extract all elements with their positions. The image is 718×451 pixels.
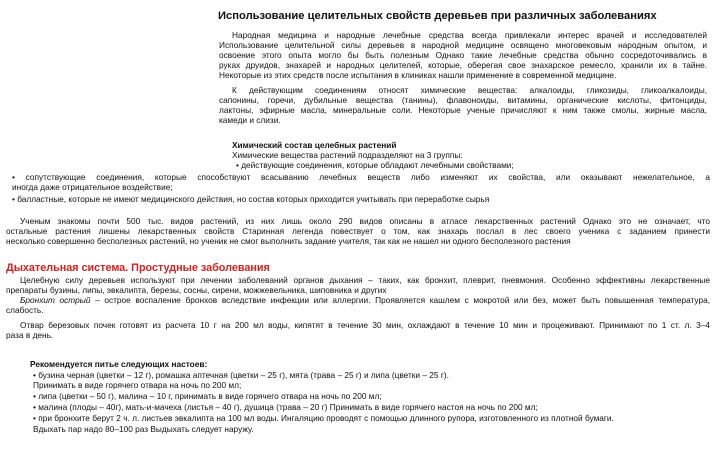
resp-line: препараты бузины, липы, эвкалипта, березы, сосны, сирени, можжевельника, шиповника и других — [6, 285, 387, 295]
rec-item: • малина (плоды – 40г), мать-и-мачеха (листья – 40 г), душица (трава – 20 г) Принимать в виде горячего настоя на ночь по 200 мл; — [33, 402, 538, 412]
known-line: несколько совершенно бесполезных растений, но ученик не смог выполнить задание учителя, так как не нашел ни одного бесполезного растения — [6, 236, 571, 246]
bronchitis-line — [20, 295, 710, 305]
resp-line: Целебную силу деревьев используют при лечении заболеваний органов дыхания – таких, как бронхит, плеврит, пневмония. Особенно эффективны лекарственные — [20, 275, 710, 285]
active-line: К действующим соединениям относят химические вещества: алкалоиды, гликозиды, гликоалкалоиды, — [232, 85, 707, 95]
chem-item: • балластные, которые не имеют медицинского действия, но состав которых приходится учитывать при переработке сырья — [12, 194, 490, 204]
active-line: сапонины, горечи, дубильные вещества (танины), флавоноиды, витамины, органические кислоты, фитонциды, — [219, 95, 707, 105]
chem-heading: Химический состав целебных растений — [232, 140, 397, 150]
intro-line: освоение этого опыта могло бы быть полезным Однако такие лечебные средства обычно сосредоточивались в — [219, 50, 707, 60]
rec-item: • бузина черная (цветки – 12 г), ромашка аптечная (цветки – 25 г), мята (трава – 25 г) и липа (цветки – 25 г). — [33, 370, 449, 380]
active-line: камеди и слизи. — [219, 115, 281, 125]
section-title: Дыхательная система. Простудные заболевания — [6, 262, 270, 274]
chem-intro: Химические вещества растений подразделяют на 3 группы: — [232, 150, 463, 160]
bronchitis-line: слабость. — [6, 305, 44, 315]
bronchitis-text: – острое воспаление бронхов вследствие инфекции или аллергии. Проявляется кашлем с мокротой или без, может быть повышенная температура, — [90, 295, 710, 305]
birch-line: Отвар березовых почек готовят из расчета 10 г на 200 мл воды, кипятят в течение 30 мин, охлаждают в течение 10 мин и процеживают. Принимают по 1 ст. л. 3–4 — [20, 320, 710, 330]
rec-item: • при бронхите берут 2 ч. л. листьев эвкалипта на 100 мл воды. Ингаляцию проводят с помощью длинного рупора, изготовленного из плотной бумаги. — [33, 413, 614, 423]
page-title: Использование целительных свойств деревьев при различных заболеваниях — [218, 10, 657, 22]
intro-line: Использование целительной силы деревьев в народной медицине освящено многовековым народным опытом, и — [219, 40, 707, 50]
chem-item: иногда даже отрицательное воздействие; — [12, 182, 173, 192]
rec-heading: Рекомендуется питье следующих настоев: — [30, 359, 208, 369]
rec-item: • липа (цветки – 50 г), малина – 10 г, принимать в виде горячего отвара на ночь по 200 мл; — [33, 391, 382, 401]
active-line: лактоны, эфирные масла, минеральные соли. Некоторые ученые причисляют к ним также смолы, жирные масла, — [219, 105, 707, 115]
intro-line: Народная медицина и народные лечебные средства всегда привлекали интерес врачей и исследователей — [232, 30, 707, 40]
bronchitis-term: Бронхит острый — [20, 295, 91, 305]
rec-item: Вдыхать пар надо 80–100 раз Выдыхать следует наружу. — [33, 424, 254, 434]
chem-item: • сопутствующие соединения, которые способствуют всасыванию лечебных веществ либо изменяют их свойства, или оказывают нежелательное, а — [12, 172, 710, 182]
intro-line: руках друидов, знахарей и народных целителей, которые, оберегая свое знахарское ремесло, хранили их в тайне. — [219, 60, 707, 70]
known-line: Ученым знакомы почти 500 тыс. видов растений, из них лишь около 290 видов описаны в атласе лекарственных растений Однако это не означает, что — [20, 216, 710, 226]
birch-line: раза в день. — [6, 330, 54, 340]
rec-item: Принимать в виде горячего отвара на ночь по 200 мл; — [33, 380, 242, 390]
known-line: остальные растения лишены лекарственных свойств Старинная легенда повествует о том, как знахарь послал в лес своего ученика с заданием принести — [6, 226, 710, 236]
intro-line: Некоторые из этих средств после испытания в клиниках нашли применение в современной медицине. — [219, 70, 617, 80]
chem-item: • действующие соединения, которые обладают лечебными свойствами; — [236, 160, 514, 170]
